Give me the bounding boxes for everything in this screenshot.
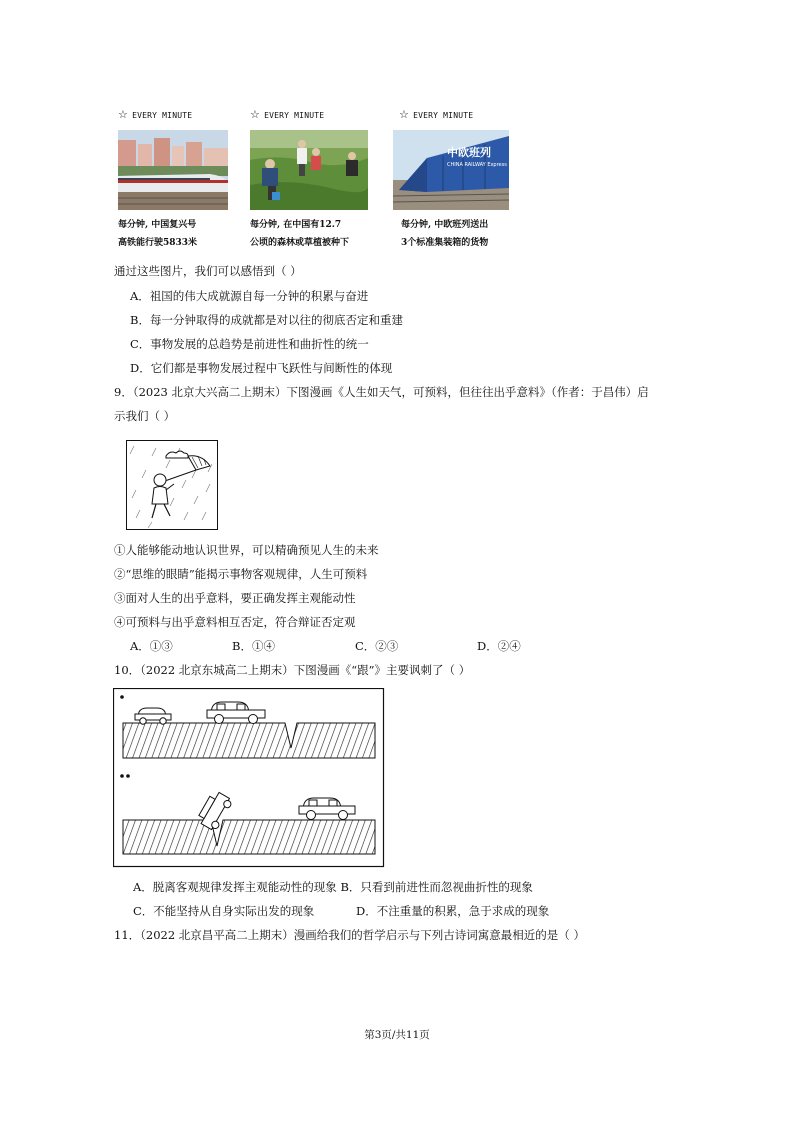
card-tag [399, 108, 513, 122]
card-high-speed-rail [118, 108, 238, 252]
q9-choice-d: D．②④ [477, 639, 521, 653]
q8-option-c: C．事物发展的总趋势是前进性和曲折性的统一 [130, 337, 369, 351]
caption-line-1: 每分钟, 中欧班列送出 [401, 220, 489, 230]
caption-line-2: 3个标准集装箱的货物 [401, 238, 489, 248]
page-footer: 第3页/共11页 [364, 1029, 430, 1041]
card-caption [118, 216, 238, 252]
q9-statement-3: ③面对人生的出乎意料，要正确发挥主观能动性 [114, 591, 356, 605]
card-tag-text: EVERY MINUTE [264, 111, 325, 120]
train-logo-text: 中欧班列 [447, 146, 491, 159]
q8-option-d: D．它们都是事物发展过程中飞跃性与间断性的体现 [130, 361, 393, 375]
tree-planting-photo [250, 130, 368, 210]
star-icon: ☆ [250, 108, 261, 121]
q10-option-a-b: A．脱离客观规律发挥主观能动性的现象 B．只看到前进性而忽视曲折性的现象 [133, 880, 533, 894]
caption-line-2: 公顷的森林或草植被种下 [250, 238, 350, 248]
q9-choice-a: A．①③ [130, 639, 173, 653]
q8-option-a: A．祖国的伟大成就源自每一分钟的积累与奋进 [130, 289, 369, 303]
q9-statement-1: ①人能够能动地认识世界，可以精确预见人生的未来 [114, 543, 379, 557]
q8-stem: 通过这些图片，我们可以感悟到（ ） [114, 264, 302, 278]
card-afforestation [250, 108, 370, 252]
q9-stem-line-2: 示我们（ ） [114, 409, 176, 423]
weather-umbrella-cartoon [126, 440, 218, 530]
q9-statement-4: ④可预料与出乎意料相互否定，符合辩证否定观 [114, 615, 356, 629]
q9-statement-2: ②“思维的眼睛”能揭示事物客观规律，人生可预料 [114, 567, 368, 581]
every-minute-cards [118, 108, 518, 258]
card-tag [118, 108, 238, 122]
card-china-europe-railway [393, 108, 513, 252]
freight-train-photo [393, 130, 509, 210]
q9-stem-line-1: 9．（2023 北京大兴高二上期末）下图漫画《人生如天气，可预料，但往往出乎意料》（作者：于昌伟）启 [114, 385, 649, 399]
train-subtitle-text: CHINA RAILWAY Express [447, 162, 507, 168]
card-caption [250, 216, 370, 252]
q9-choice-c: C．②③ [355, 639, 399, 653]
q8-option-b: B．每一分钟取得的成就都是对以往的彻底否定和重建 [130, 313, 403, 327]
star-icon: ☆ [118, 108, 129, 121]
card-tag [250, 108, 370, 122]
caption-line-1: 每分钟, 中国复兴号 [118, 220, 197, 230]
q9-choice-b: B．①④ [232, 639, 275, 653]
card-tag-text: EVERY MINUTE [413, 111, 474, 120]
caption-line-2: 高铁能行驶5833米 [118, 238, 198, 248]
high-speed-train-photo [118, 130, 228, 210]
q10-option-c: C．不能坚持从自身实际出发的现象 [133, 904, 315, 918]
q10-stem: 10．（2022 北京东城高二上期末）下图漫画《“跟”》主要讽刺了（ ） [114, 663, 471, 677]
q10-option-d: D．不注重量的积累，急于求成的现象 [356, 904, 550, 918]
star-icon: ☆ [399, 108, 410, 121]
caption-line-1: 每分钟, 在中国有12.7 [250, 220, 342, 230]
follow-cartoon [113, 688, 385, 868]
card-tag-text: EVERY MINUTE [132, 111, 193, 120]
card-caption [401, 216, 513, 252]
q11-stem: 11．（2022 北京昌平高二上期末）漫画给我们的哲学启示与下列古诗词寓意最相近的是（ ） [114, 928, 585, 942]
